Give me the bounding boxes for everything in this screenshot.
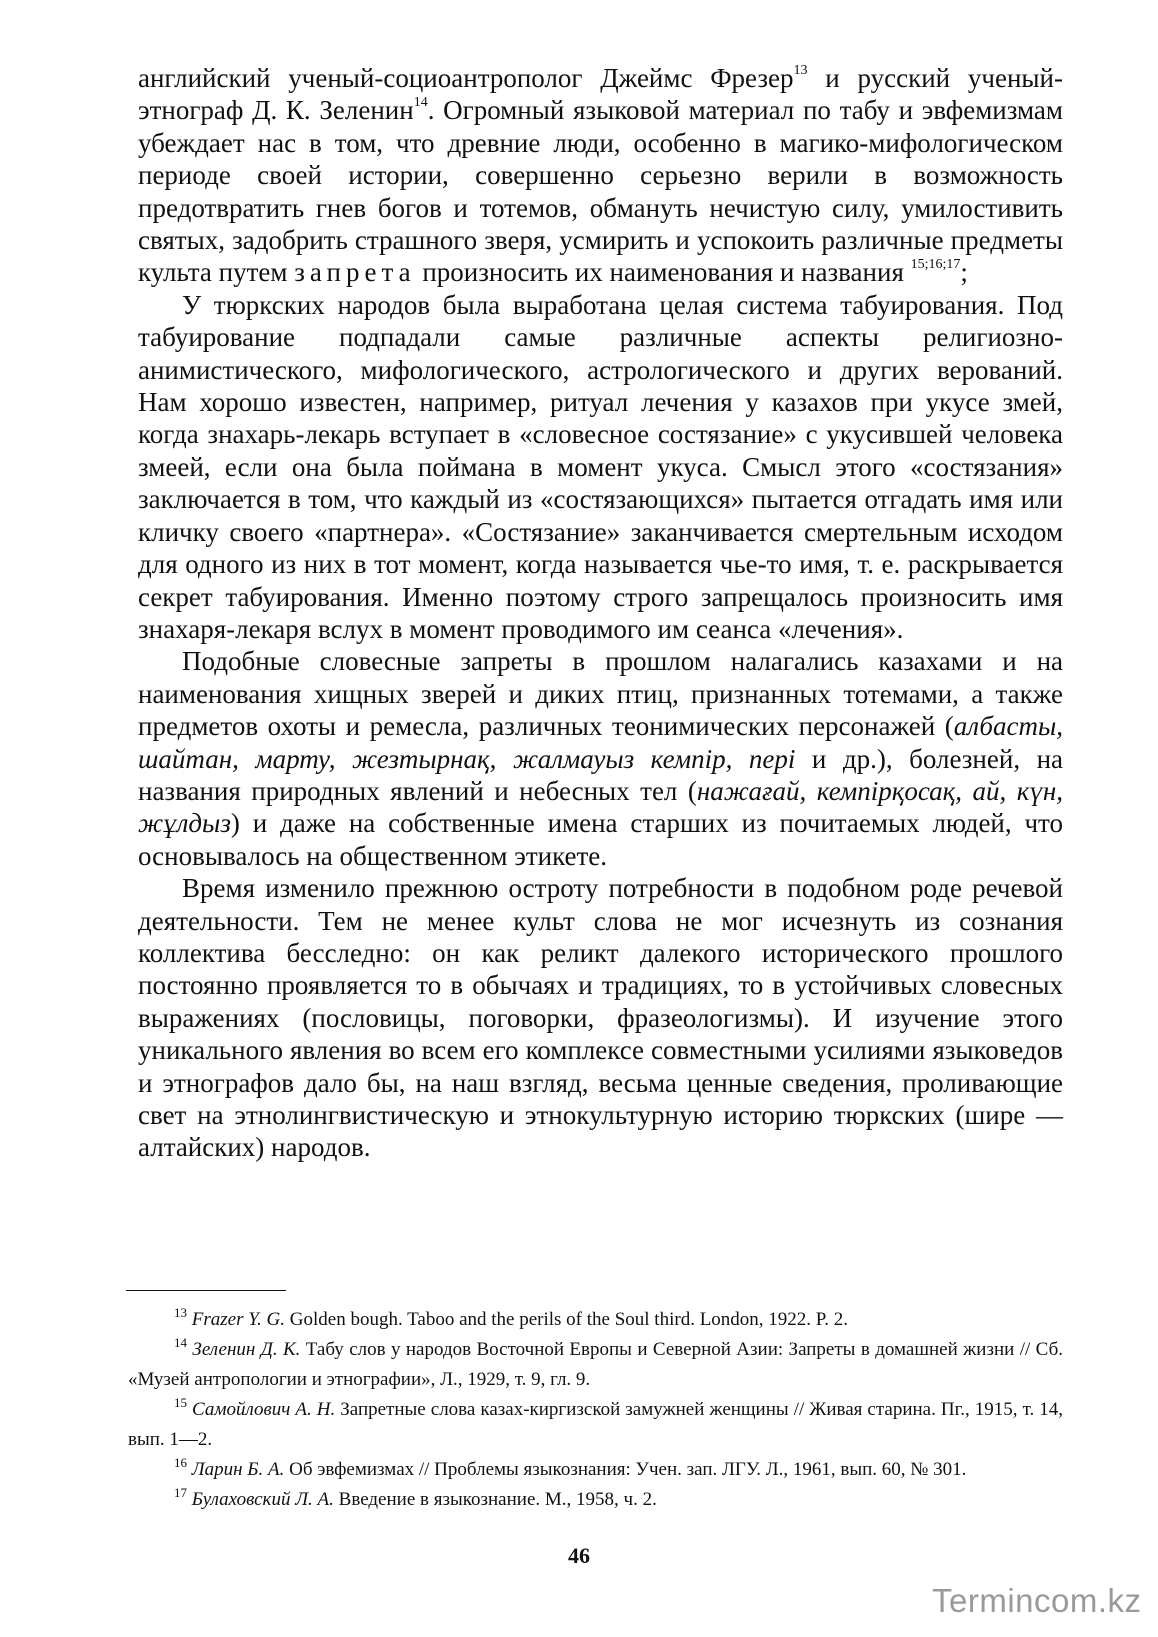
footnote-number: 16 [174,1455,187,1470]
footnote-ref-13[interactable]: 13 [793,63,808,78]
footnote-14 [128,1335,1063,1395]
text-span: и русский ученый-этнограф Д. К. Зеленин [138,63,1063,126]
footnote-separator [126,1290,286,1291]
footnote-16 [128,1455,1063,1485]
footnote-author: Frazer Y. G. [191,1309,286,1330]
text-span: . Огромный языковой материал по табу и эвфемизмам убеждает нас в том, что древние люди, особенно в магико-мифологическом периоде своей истории, совершенно серьезно верили в возможность предотвратить гнев богов и тотемов, обмануть нечистую силу, умилостивить святых, задобрить страшного зверя, усмирить и успокоить различные предметы культа путем [138,95,1063,288]
footnote-text: Golden bough. Taboo and the perils of the Soul third. London, 1922. P. 2. [285,1309,849,1330]
footnote-number: 15 [174,1395,187,1410]
footnote-author: Булаховский Л. А. [191,1489,334,1510]
text-span: Подобные словесные запреты в прошлом налагались казахами и на наименования хищных зверей и диких птиц, признанных тотемами, а также предметов охоты и ремесла, различных теонимических персонажей ( [138,646,1063,742]
text-span: ) и даже на собственные имена старших из почитаемых людей, что основывалось на общественном этикете. [138,808,1063,871]
paragraph-2: У тюркских народов была выработана целая система табуирования. Под табуирование подпадали самые различные аспекты религиозно-анимистического, мифологического, астрологического и других верований. Нам хорошо известен, например, ритуал лечения у казахов при укусе змей, когда знахарь-лекарь вступает в «словесное состязание» с укусившей человека змеей, если она была поймана в момент укуса. Смысл этого «состязания» заключается в том, что каждый из «состязающихся» пытается отгадать имя или кличку своего «партнера». «Состязание» заканчивается смертельным исходом для одного из них в тот момент, когда называется чье-то имя, т. е. раскрывается секрет табуирования. Именно поэтому строго запрещалось произносить имя знахаря-лекаря вслух в момент проводимого им сеанса «лечения». [138,289,1063,644]
spaced-emphasis: запрета [294,257,416,288]
footnote-17 [128,1485,1063,1515]
footnote-number: 14 [174,1335,187,1350]
main-text [138,62,1063,1164]
footnote-15 [128,1395,1063,1455]
footnote-13 [128,1305,1063,1335]
footnote-text: Введение в языкознание. М., 1958, ч. 2. [333,1489,657,1510]
paragraph-1 [138,62,1063,289]
text-span: английский ученый-социоантрополог Джеймс Фрезер [138,63,794,93]
text-span: произносить их наименования и названия [415,257,911,288]
footnote-author: Самойлович А. Н. [192,1399,336,1420]
footnote-number: 17 [174,1485,187,1500]
footnote-text: Об эвфемизмах // Проблемы языкознания: Учен. зап. ЛГУ. Л., 1961, вып. 60, № 301. [284,1459,967,1480]
paragraph-4: Время изменило прежнюю остроту потребности в подобном роде речевой деятельности. Тем не менее культ слова не мог исчезнуть из сознания коллектива бесследно: он как реликт далекого исторического прошлого постоянно проявляется то в обычаях и традициях, то в устойчивых словесных выражениях (пословицы, поговорки, фразеологизмы). И изучение этого уникального явления во всем его комплексе совместными усилиями языковедов и этнографов дало бы, на наш взгляд, весьма ценные сведения, проливающие свет на этнолингвистическую и этнокультурную историю тюркских (шире — алтайских) народов. [138,873,1063,1163]
footnote-text: Запретные слова казах-киргизской замужней женщины // Живая старина. Пг., 1915, т. 14, вып. 1—2. [128,1399,1063,1450]
footnote-author: Зеленин Д. К. [192,1339,301,1360]
footnote-ref-14[interactable]: 14 [413,95,428,111]
text-span: и др.), болезней, на названия природных явлений и небесных тел ( [138,743,1064,806]
text-span: ; [960,257,968,288]
watermark-logo: Termincom.kz [932,1582,1142,1619]
italic-terms-celestial: нажағай, кемпiрқосақ, ай, күн, жұлдыз [138,775,1063,839]
page-number: 46 [568,1543,590,1568]
italic-terms-theonyms: албасты, шайтан, марту, жезтырнақ, жалмауыз кемпір, перi [138,711,1063,774]
footnote-number: 13 [174,1305,187,1320]
footnote-text: Табу слов у народов Восточной Европы и Северной Азии: Запреты в домашней жизни // Сб. «Музей антропологии и этнографии», Л., 1929, т. 9, гл. 9. [128,1339,1064,1390]
paragraph-3 [138,645,1063,872]
footnotes [128,1305,1063,1515]
footnote-refs-15-17[interactable]: 15;16;17 [910,257,961,273]
footnote-author: Ларин Б. А. [191,1459,285,1480]
